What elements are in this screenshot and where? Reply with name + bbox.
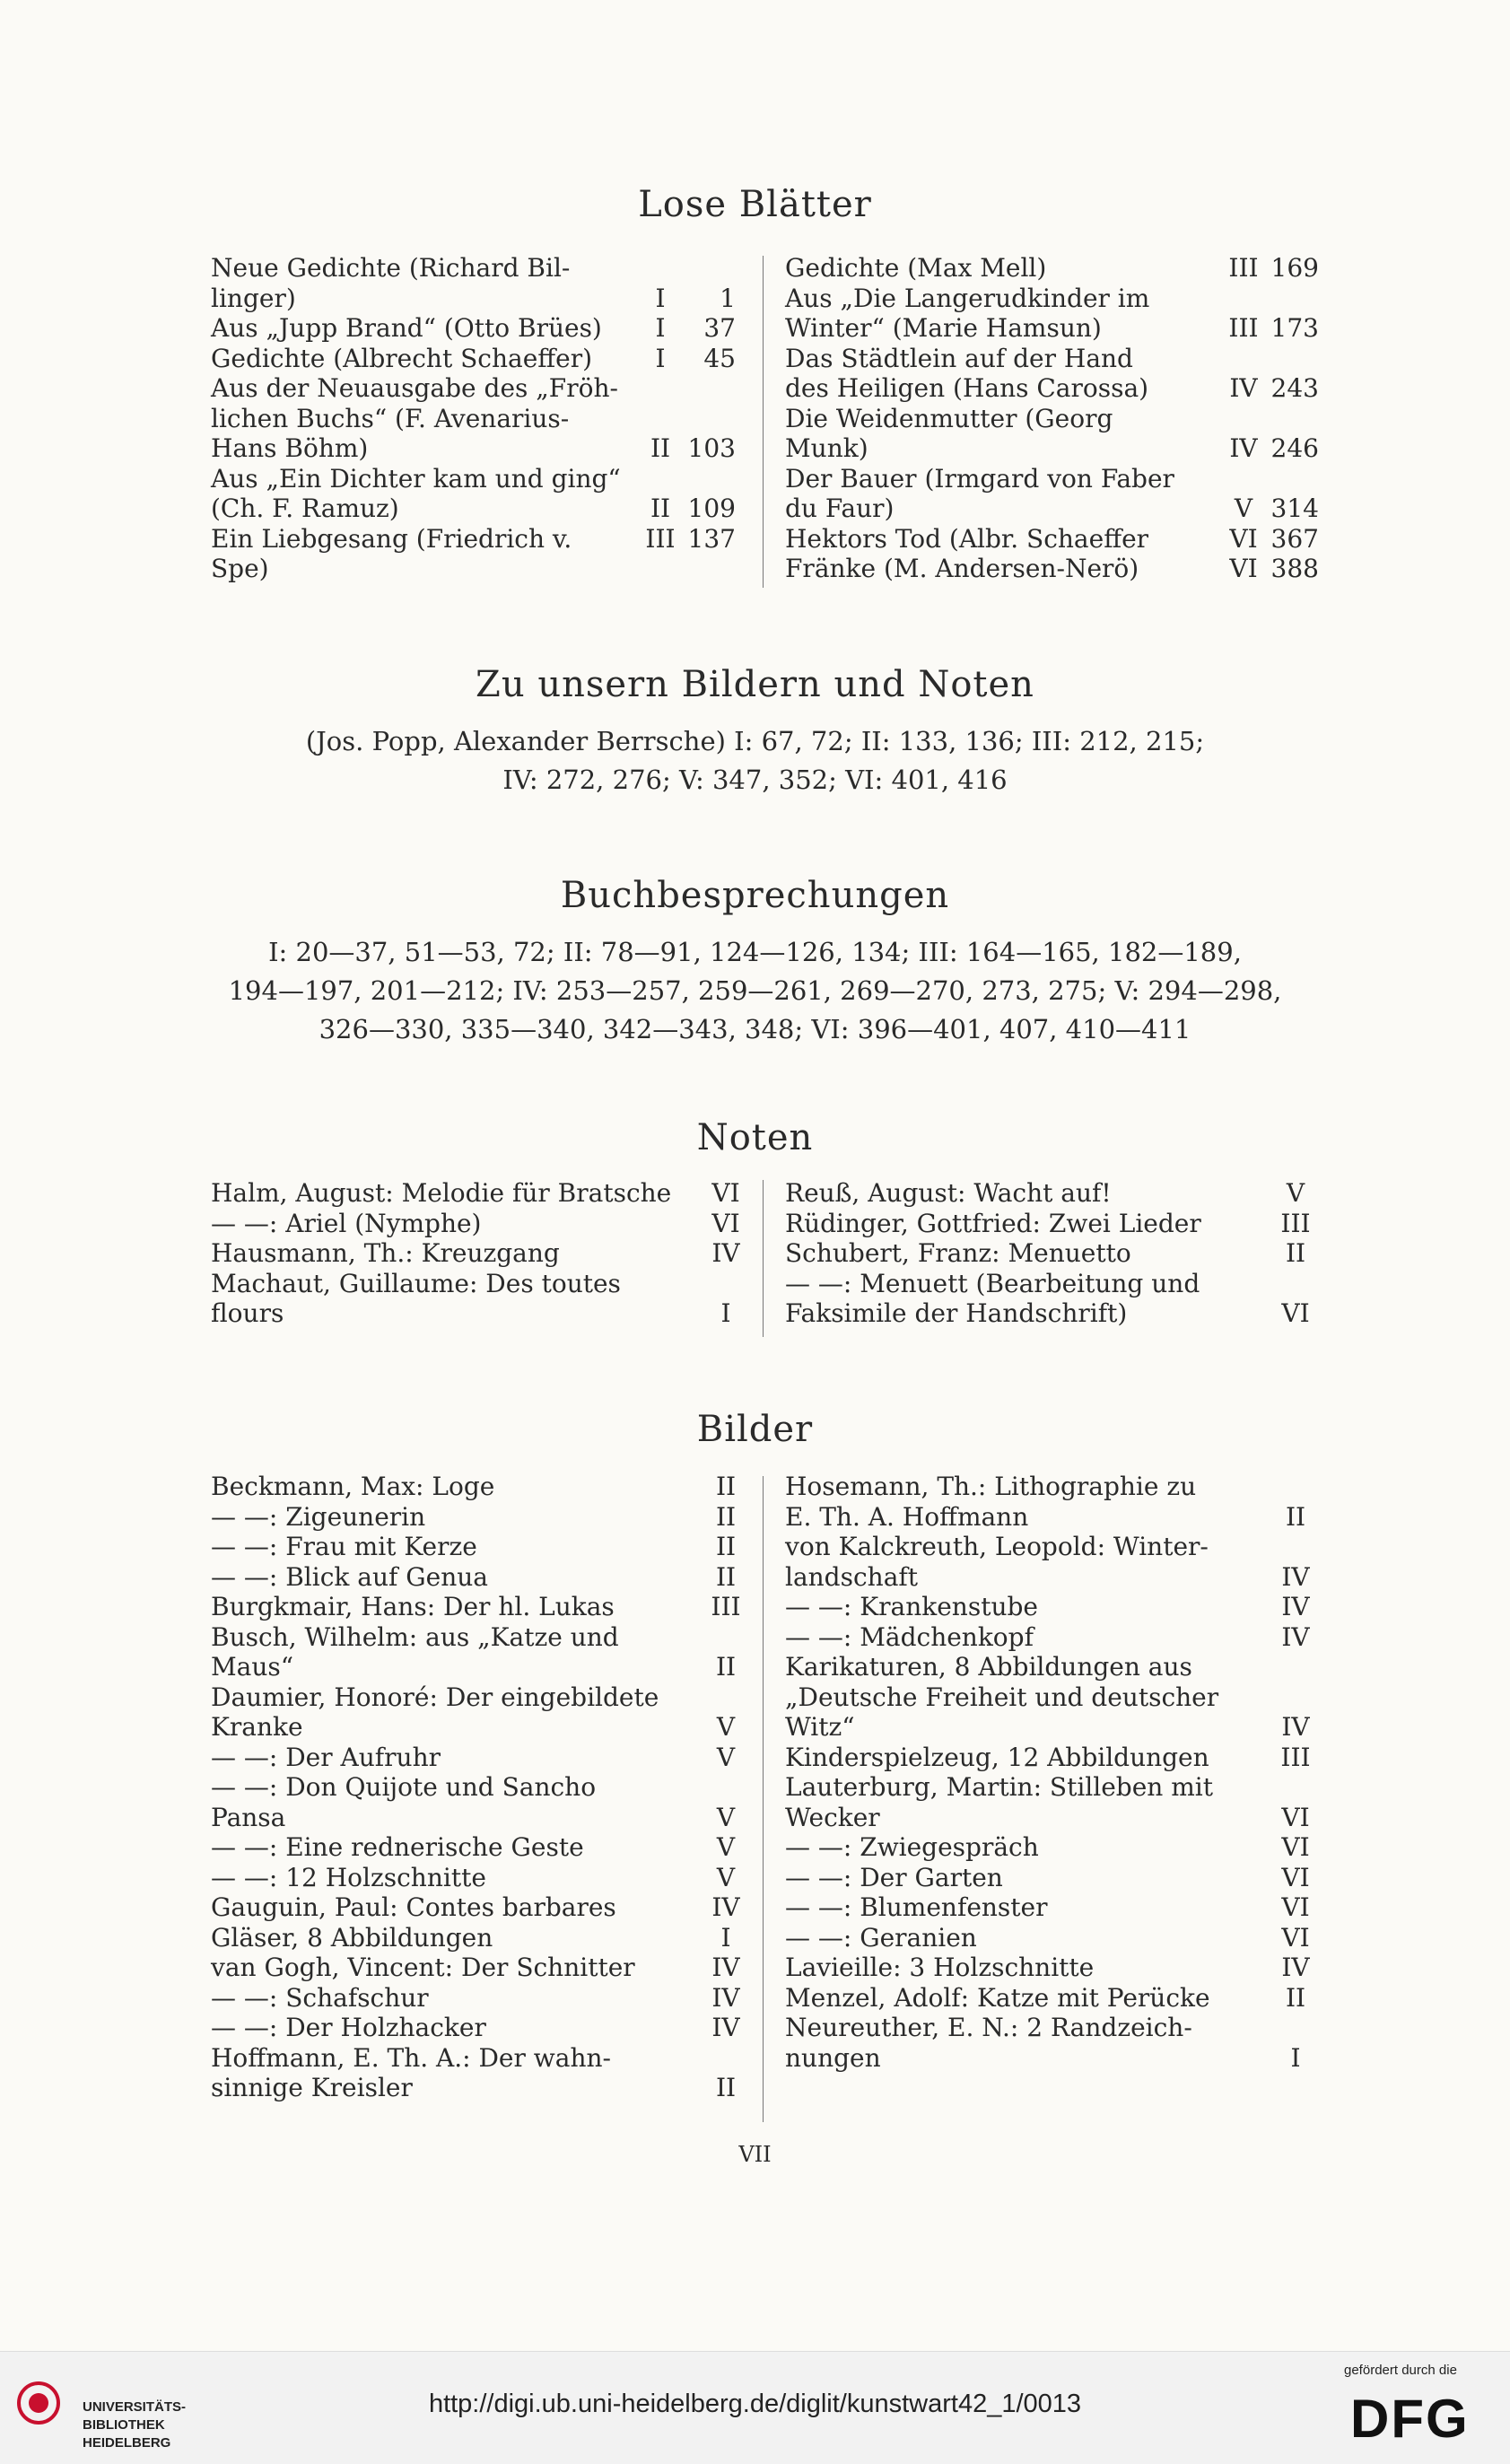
entry-volume: VI	[1281, 1832, 1310, 1862]
index-entry	[785, 1502, 1319, 1533]
entry-title: — —: Ariel (Nymphe)	[211, 1208, 482, 1238]
entry-title: Hoffmann, E. Th. A.: Der wahn-	[211, 2042, 611, 2073]
index-entry	[211, 1712, 749, 1743]
entry-title: Busch, Wilhelm: aus „Katze und	[211, 1621, 619, 1652]
entry-title: — —: Eine rednerische Geste	[211, 1832, 584, 1862]
bilder-right-column	[785, 1472, 1319, 2073]
index-entry	[211, 344, 736, 374]
entry-title: Karikaturen, 8 Abbildungen aus	[785, 1652, 1192, 1682]
index-entry	[785, 1712, 1319, 1743]
index-entry	[211, 2043, 749, 2074]
entry-title: — —: Zigeunerin	[211, 1501, 426, 1532]
index-entry	[785, 1562, 1319, 1593]
entry-title: Aus „Die Langerudkinder im	[785, 283, 1150, 313]
entry-title: Rüdinger, Gottfried: Zwei Lieder	[785, 1208, 1201, 1238]
entry-volume: II	[715, 2073, 737, 2102]
entry-title: Aus „Ein Dichter kam und ging“	[211, 463, 621, 494]
buchbesprechungen-text	[179, 933, 1331, 1049]
noten-left-column	[211, 1178, 749, 1329]
index-entry	[211, 1953, 749, 1983]
entry-volume: VI	[1281, 1922, 1310, 1953]
index-entry	[785, 1832, 1319, 1863]
entry-volume: II	[1285, 1238, 1306, 1268]
index-entry	[211, 1178, 749, 1209]
entry-title: — —: Menuett (Bearbeitung und	[785, 1268, 1200, 1298]
entry-volume: VI	[1281, 1862, 1310, 1892]
footer-bar	[0, 2351, 1510, 2464]
entry-page: 169	[1270, 253, 1319, 283]
entry-title: E. Th. A. Hoffmann	[785, 1501, 1029, 1532]
index-entry	[211, 494, 736, 524]
entry-title: Gauguin, Paul: Contes barbares	[211, 1892, 616, 1922]
university-name-line: UNIVERSITÄTS-	[83, 2399, 187, 2415]
index-entry	[211, 284, 736, 314]
index-entry	[211, 1743, 749, 1773]
index-entry	[785, 554, 1319, 584]
text-line: IV: 272, 276; V: 347, 352; VI: 401, 416	[502, 765, 1008, 795]
index-entry	[785, 464, 1319, 494]
entry-title: Lauterburg, Martin: Stilleben mit	[785, 1772, 1213, 1802]
entry-title: Gedichte (Max Mell)	[785, 253, 1047, 283]
funded-caption: gefördert durch die	[1344, 2363, 1457, 2378]
entry-page: 45	[703, 343, 736, 373]
entry-volume: II	[715, 1561, 737, 1592]
entry-volume: VI	[1281, 1298, 1310, 1328]
entry-title: (Ch. F. Ramuz)	[211, 494, 399, 523]
index-entry	[211, 1772, 749, 1803]
entry-title: des Heiligen (Hans Carossa)	[785, 373, 1149, 403]
entry-title: Wecker	[785, 1802, 880, 1832]
index-entry	[211, 1562, 749, 1593]
entry-title: Der Bauer (Irmgard von Faber	[785, 463, 1174, 494]
index-entry	[211, 313, 736, 344]
entry-volume: II	[715, 1472, 737, 1501]
entry-title: Maus“	[211, 1652, 294, 1682]
index-entry	[785, 1983, 1319, 2014]
entry-volume: II	[650, 433, 671, 463]
entry-title: Kinderspielzeug, 12 Abbildungen	[785, 1742, 1209, 1772]
section-title-noten: Noten	[696, 1117, 814, 1158]
entry-volume: III	[645, 523, 676, 554]
index-entry	[211, 1472, 749, 1502]
index-entry	[211, 1238, 749, 1269]
index-entry	[785, 313, 1319, 344]
index-entry	[785, 1622, 1319, 1653]
entry-title: — —: Der Aufruhr	[211, 1742, 441, 1772]
entry-title: Lavieille: 3 Holzschnitte	[785, 1953, 1095, 1982]
index-entry	[785, 2013, 1319, 2043]
index-entry	[785, 1298, 1319, 1329]
index-entry	[211, 1832, 749, 1863]
index-entry	[785, 1953, 1319, 1983]
entry-title: Das Städtlein auf der Hand	[785, 343, 1133, 373]
entry-title: Halm, August: Melodie für Bratsche	[211, 1178, 672, 1208]
section-title-bilder: Bilder	[696, 1409, 814, 1450]
text-line: I: 20—37, 51—53, 72; II: 78—91, 124—126, 134; III: 164—165, 182—189,	[268, 937, 1242, 967]
entry-volume: V	[716, 1862, 736, 1892]
index-entry	[785, 373, 1319, 404]
section-title-lose-blaetter: Lose Blätter	[638, 184, 872, 225]
entry-volume: II	[1285, 1982, 1306, 2013]
entry-page: 1	[720, 283, 736, 313]
entry-page: 109	[687, 494, 736, 523]
index-entry	[785, 1743, 1319, 1773]
entry-volume: IV	[1281, 1592, 1310, 1621]
entry-title: Beckmann, Max: Loge	[211, 1472, 495, 1501]
index-entry	[785, 1652, 1319, 1682]
index-entry	[785, 1892, 1319, 1923]
index-entry	[785, 1209, 1319, 1239]
index-entry	[785, 2043, 1319, 2074]
entry-title: — —: Der Garten	[785, 1862, 1003, 1892]
entry-volume: II	[1285, 1501, 1306, 1532]
text-line: (Jos. Popp, Alexander Berrsche) I: 67, 72; II: 133, 136; III: 212, 215;	[305, 726, 1205, 756]
index-entry	[211, 1923, 749, 1953]
index-entry	[211, 1652, 749, 1682]
entry-title: — —: Geranien	[785, 1922, 977, 1953]
entry-title: Hosemann, Th.: Lithographie zu	[785, 1472, 1197, 1501]
entry-title: — —: Mädchenkopf	[785, 1621, 1034, 1652]
entry-title: Die Weidenmutter (Georg	[785, 403, 1113, 433]
entry-title: — —: Zwiegespräch	[785, 1832, 1039, 1862]
entry-title: nungen	[785, 2042, 881, 2073]
entry-volume: II	[715, 1652, 737, 1682]
entry-volume: VI	[711, 1208, 740, 1238]
entry-title: — —: Frau mit Kerze	[211, 1532, 477, 1561]
entry-title: linger)	[211, 283, 296, 313]
index-entry	[211, 1803, 749, 1833]
lose-left-column	[211, 253, 736, 584]
index-entry	[785, 404, 1319, 434]
entry-title: — —: Don Quijote und Sancho	[211, 1772, 597, 1802]
entry-volume: I	[655, 343, 666, 373]
index-entry	[785, 1682, 1319, 1713]
index-entry	[211, 464, 736, 494]
entry-title: landschaft	[785, 1561, 918, 1592]
index-entry	[211, 253, 736, 284]
index-entry	[211, 404, 736, 434]
entry-volume: VI	[1229, 523, 1258, 554]
entry-title: Pansa	[211, 1802, 286, 1832]
entry-title: flours	[211, 1298, 284, 1328]
entry-title: Witz“	[785, 1712, 855, 1742]
entry-volume: I	[720, 1298, 731, 1328]
entry-page: 173	[1270, 313, 1319, 343]
entry-volume: V	[716, 1802, 736, 1832]
entry-volume: V	[716, 1712, 736, 1742]
entry-volume: VI	[711, 1178, 740, 1208]
entry-title: — —: 12 Holzschnitte	[211, 1862, 486, 1892]
university-name-line: HEIDELBERG	[83, 2435, 171, 2451]
entry-page: 243	[1270, 373, 1319, 403]
entry-title: Aus der Neuausgabe des „Fröh-	[211, 373, 618, 403]
entry-volume: IV	[1229, 373, 1258, 403]
index-entry	[785, 1238, 1319, 1269]
index-entry	[211, 524, 736, 584]
entry-volume: V	[1234, 494, 1253, 523]
entry-page: 314	[1270, 494, 1319, 523]
column-divider	[763, 256, 764, 588]
entry-page: 37	[703, 313, 736, 343]
index-entry	[211, 1622, 749, 1653]
entry-title: Menzel, Adolf: Katze mit Perücke	[785, 1982, 1210, 2013]
entry-volume: III	[711, 1592, 741, 1621]
index-entry	[785, 1532, 1319, 1562]
index-entry	[785, 1269, 1319, 1299]
entry-title: van Gogh, Vincent: Der Schnitter	[211, 1953, 635, 1982]
entry-title: Aus „Jupp Brand“ (Otto Brües)	[211, 313, 602, 343]
entry-title: Burgkmair, Hans: Der hl. Lukas	[211, 1592, 615, 1621]
entry-volume: V	[716, 1832, 736, 1862]
source-url-link[interactable]: http://digi.ub.uni-heidelberg.de/diglit/kunstwart42_1/0013	[428, 2390, 1082, 2418]
entry-volume: IV	[711, 2013, 740, 2042]
entry-title: Ein Liebgesang (Friedrich v. Spe)	[211, 523, 572, 583]
entry-page: 367	[1270, 523, 1319, 554]
entry-title: Neureuther, E. N.: 2 Randzeich-	[785, 2013, 1192, 2042]
entry-page: 246	[1270, 433, 1319, 463]
entry-volume: VI	[1281, 1892, 1310, 1922]
entry-volume: III	[1228, 313, 1259, 343]
column-divider	[763, 1476, 764, 2122]
bildern-noten-text	[179, 722, 1331, 799]
entry-volume: I	[655, 313, 666, 343]
entry-volume: II	[650, 494, 671, 523]
entry-volume: VI	[1281, 1802, 1310, 1832]
entry-volume: IV	[1281, 1712, 1310, 1742]
entry-volume: III	[1280, 1742, 1311, 1772]
entry-volume: IV	[1281, 1561, 1310, 1592]
index-entry	[211, 1298, 749, 1329]
entry-volume: I	[1290, 2042, 1301, 2073]
index-entry	[785, 433, 1319, 464]
index-entry	[785, 1923, 1319, 1953]
page-number: VII	[738, 2142, 772, 2167]
entry-volume: V	[716, 1742, 736, 1772]
entry-title: Gedichte (Albrecht Schaeffer)	[211, 343, 593, 373]
index-entry	[785, 1472, 1319, 1502]
index-entry	[211, 2073, 749, 2103]
index-entry	[211, 373, 736, 404]
index-entry	[211, 1209, 749, 1239]
index-entry	[785, 494, 1319, 524]
section-title-buchbesprechungen: Buchbesprechungen	[560, 875, 950, 916]
index-entry	[785, 284, 1319, 314]
entry-volume: IV	[711, 1953, 740, 1982]
entry-title: sinnige Kreisler	[211, 2073, 413, 2102]
entry-title: — —: Schafschur	[211, 1982, 429, 2013]
text-line: 326—330, 335—340, 342—343, 348; VI: 396—401, 407, 410—411	[319, 1014, 1191, 1044]
dfg-logo: DFG	[1350, 2389, 1470, 2449]
entry-title: Gläser, 8 Abbildungen	[211, 1922, 493, 1953]
entry-title: — —: Der Holzhacker	[211, 2013, 486, 2042]
entry-volume: II	[715, 1501, 737, 1532]
entry-volume: I	[720, 1922, 731, 1953]
entry-title: Neue Gedichte (Richard Bil-	[211, 253, 571, 283]
index-entry	[785, 1772, 1319, 1803]
entry-volume: VI	[1229, 554, 1258, 583]
entry-title: von Kalckreuth, Leopold: Winter-	[785, 1532, 1209, 1561]
entry-title: Schubert, Franz: Menuetto	[785, 1238, 1131, 1268]
entry-title: du Faur)	[785, 494, 895, 523]
index-entry	[785, 1803, 1319, 1833]
entry-title: — —: Blick auf Genua	[211, 1561, 488, 1592]
bilder-left-column	[211, 1472, 749, 2103]
index-entry	[211, 1892, 749, 1923]
entry-volume: V	[1286, 1178, 1305, 1208]
entry-volume: IV	[1281, 1953, 1310, 1982]
index-entry	[785, 253, 1319, 284]
index-entry	[785, 524, 1319, 555]
entry-title: Daumier, Honoré: Der eingebildete	[211, 1682, 659, 1712]
index-entry	[785, 344, 1319, 374]
index-entry	[785, 1592, 1319, 1622]
entry-title: „Deutsche Freiheit und deutscher	[785, 1682, 1219, 1712]
entry-title: Hans Böhm)	[211, 433, 369, 463]
entry-title: Kranke	[211, 1712, 303, 1742]
entry-volume: IV	[711, 1238, 740, 1268]
entry-volume: IV	[1229, 433, 1258, 463]
entry-title: Fränke (M. Andersen-Nerö)	[785, 554, 1139, 583]
entry-volume: IV	[711, 1982, 740, 2013]
section-title-bildern-noten: Zu unsern Bildern und Noten	[476, 664, 1034, 705]
index-entry	[785, 1178, 1319, 1209]
index-entry	[211, 1983, 749, 2014]
entry-title: Hausmann, Th.: Kreuzgang	[211, 1238, 560, 1268]
index-entry	[211, 1592, 749, 1622]
index-entry	[785, 1863, 1319, 1893]
entry-page: 103	[687, 433, 736, 463]
entry-title: Machaut, Guillaume: Des toutes	[211, 1268, 621, 1298]
entry-volume: IV	[1281, 1621, 1310, 1652]
entry-page: 388	[1270, 554, 1319, 583]
entry-page: 137	[687, 523, 736, 554]
entry-title: — —: Krankenstube	[785, 1592, 1038, 1621]
lose-right-column	[785, 253, 1319, 584]
noten-right-column	[785, 1178, 1319, 1329]
index-entry	[211, 1269, 749, 1299]
index-entry	[211, 1863, 749, 1893]
entry-title: — —: Blumenfenster	[785, 1892, 1048, 1922]
index-entry	[211, 2013, 749, 2043]
entry-title: Hektors Tod (Albr. Schaeffer	[785, 523, 1149, 554]
entry-volume: III	[1228, 253, 1259, 283]
entry-volume: IV	[711, 1892, 740, 1922]
index-entry	[211, 1502, 749, 1533]
university-name-line: BIBLIOTHEK	[83, 2417, 165, 2433]
column-divider	[763, 1180, 764, 1337]
entry-title: Faksimile der Handschrift)	[785, 1298, 1128, 1328]
text-line: 194—197, 201—212; IV: 253—257, 259—261, 269—270, 273, 275; V: 294—298,	[228, 975, 1282, 1006]
entry-title: Reuß, August: Wacht auf!	[785, 1178, 1112, 1208]
entry-volume: III	[1280, 1208, 1311, 1238]
entry-volume: II	[715, 1532, 737, 1561]
entry-title: Munk)	[785, 433, 868, 463]
entry-title: Winter“ (Marie Hamsun)	[785, 313, 1102, 343]
index-entry	[211, 1682, 749, 1713]
index-entry	[211, 1532, 749, 1562]
entry-title: lichen Buchs“ (F. Avenarius-	[211, 403, 570, 433]
entry-volume: I	[655, 283, 666, 313]
index-entry	[211, 433, 736, 464]
